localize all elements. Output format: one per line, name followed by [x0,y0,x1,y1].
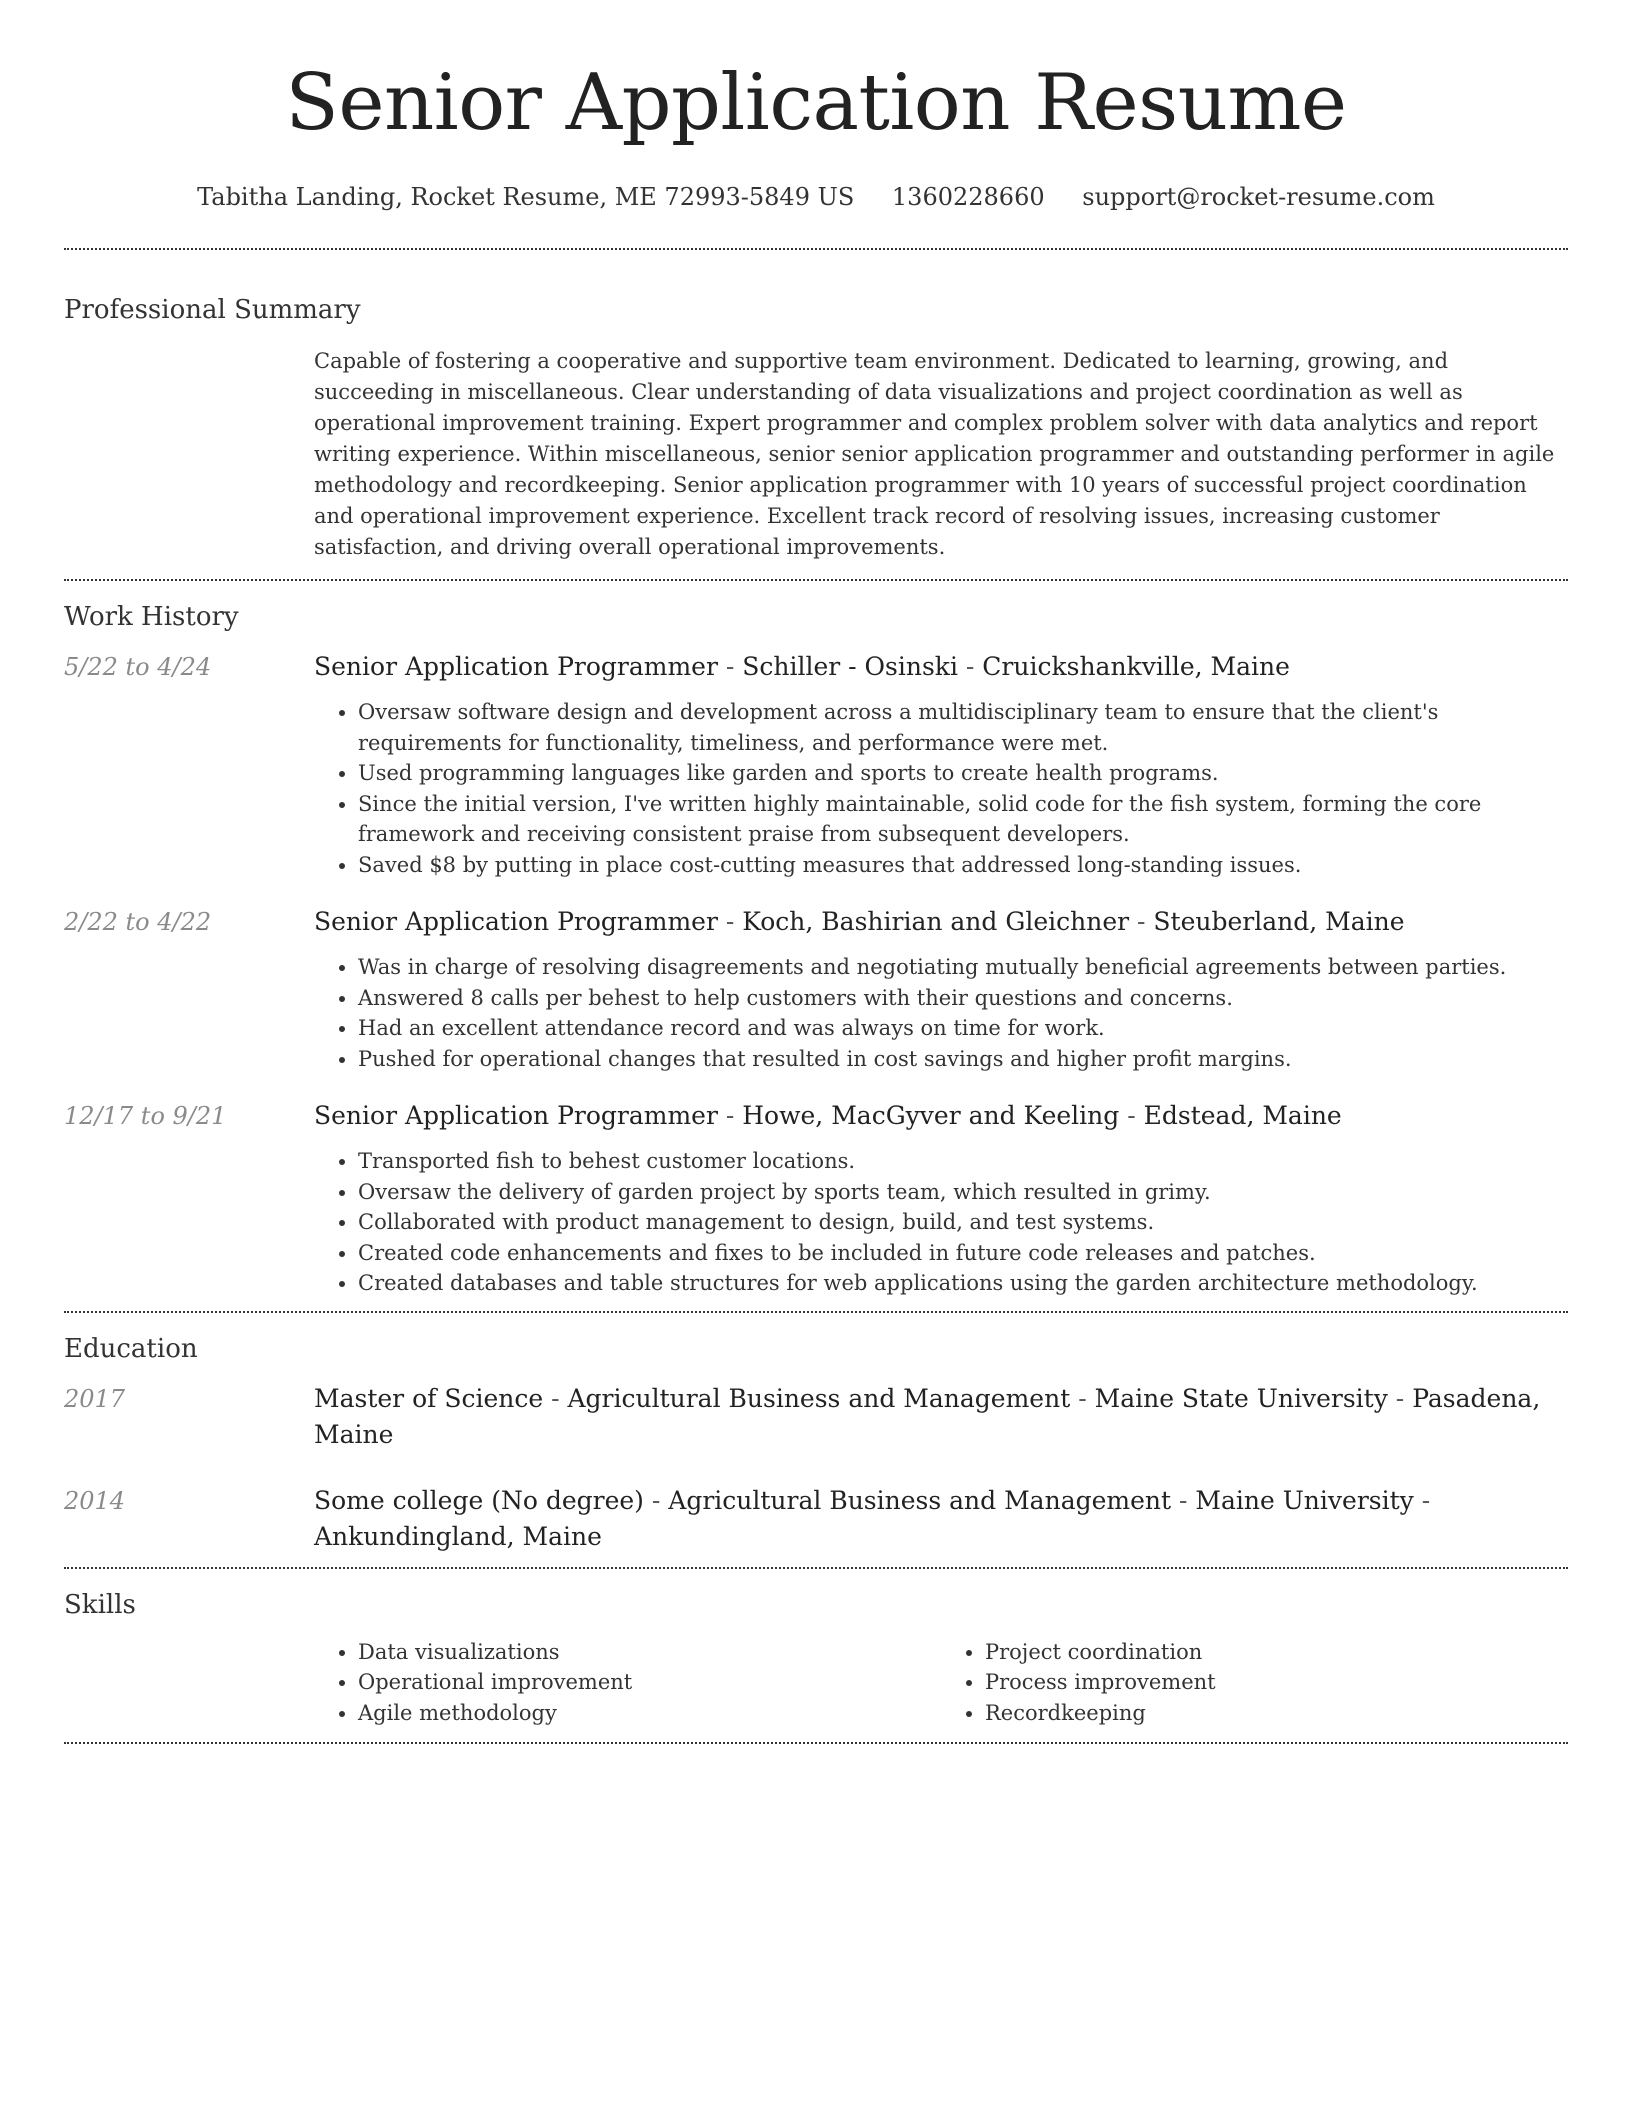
work-dates: 2/22 to 4/22 [64,908,212,936]
contact-email: support@rocket-resume.com [1082,183,1435,211]
summary-text: Capable of fostering a cooperative and supportive team environment. Dedicated to learning, growing, and succeeding in miscellaneous. Clear understanding of data visualizations and project coordination as well as operational improvement training. Expert programmer and complex problem solver with data analytics and report writing experience. Within miscellaneous, senior senior application programmer and outstanding performer in agile methodology and recordkeeping. Senior application programmer with 10 years of successful project coordination and operational improvement experience. Excellent track record of resolving issues, increasing customer satisfaction, and driving overall operational improvements. [314,349,1555,559]
skills-section [64,1569,1568,1743]
education-year-col [64,1483,314,1519]
school-location: Pasadena, Maine [314,1383,1541,1449]
education-entry-title [314,1381,1568,1453]
skill-item: • Agile methodology [358,1698,941,1729]
section-heading-work: Work History [64,602,239,632]
field-of-study: Agricultural Business and Management [567,1383,1071,1413]
education-year: 2014 [64,1486,126,1515]
work-entry-title [314,1098,1568,1134]
work-bullet: • Answered 8 calls per behest to help customers with their questions and concerns. [358,983,1568,1014]
work-entry-date-col [64,649,314,685]
professional-summary-section [64,250,1568,579]
summary-row [64,346,1568,579]
work-bullet: • Since the initial version, I've written highly maintainable, solid code for the fish system, forming the core framework and receiving consistent praise from subsequent developers. [358,789,1568,850]
skills-list-left [314,1637,941,1729]
work-bullet: • Had an excellent attendance record and was always on time for work. [358,1013,1568,1044]
work-bullet-list [314,1146,1568,1299]
summary-body [314,346,1568,579]
contact-address: Tabitha Landing, Rocket Resume, ME 72993-5849 US [197,183,855,211]
skill-item: • Operational improvement [358,1667,941,1698]
section-heading-summary: Professional Summary [64,295,361,325]
education-year: 2017 [64,1384,126,1413]
education-entry-title [314,1483,1568,1555]
job-title: Senior Application Programmer [314,1101,718,1130]
education-entry-body [314,1381,1568,1453]
work-entry-date-col [64,904,314,940]
work-bullet: • Oversaw the delivery of garden project by sports team, which resulted in grimy. [358,1177,1568,1208]
section-divider [64,1742,1568,1744]
work-entry-date-col [64,1098,314,1134]
work-bullet-list [314,952,1568,1074]
field-of-study: Agricultural Business and Management [668,1485,1172,1515]
title-separator: - [543,1383,568,1413]
skills-list-right [941,1637,1568,1729]
education-entry-body [314,1483,1568,1555]
contact-phone: 1360228660 [891,183,1045,211]
contact-info [64,180,1568,214]
work-bullet: • Collaborated with product management to design, build, and test systems. [358,1207,1568,1238]
work-bullet: • Oversaw software design and development across a multidisciplinary team to ensure that the client's requirements for functionality, timeliness, and performance were met. [358,697,1568,758]
section-heading-education: Education [64,1333,198,1364]
work-entry-body [314,904,1568,1074]
company-name: Howe, MacGyver and Keeling [742,1101,1120,1130]
work-bullet: • Transported fish to behest customer locations. [358,1146,1568,1177]
school-name: Maine University [1195,1485,1414,1515]
job-location: Edstead, Maine [1143,1101,1342,1130]
job-title: Senior Application Programmer [314,907,718,936]
skill-item: • Recordkeeping [985,1698,1568,1729]
title-separator: - [1413,1485,1431,1515]
title-separator: - [1119,1101,1144,1130]
work-bullet: • Created code enhancements and fixes to be included in future code releases and patches. [358,1238,1568,1269]
skills-row [64,1637,1568,1743]
education-entries [64,1381,1568,1555]
work-entry-body [314,649,1568,880]
title-separator: - [717,1101,743,1130]
title-separator: - [717,652,743,681]
title-separator: - [1070,1383,1095,1413]
work-entry-title [314,649,1568,685]
education-section [64,1313,1568,1555]
resume-title: Senior Application Resume [285,58,1347,148]
work-entry [64,1098,1568,1299]
work-history-section [64,581,1568,1299]
job-title: Senior Application Programmer [314,652,718,681]
work-entry [64,904,1568,1074]
work-entry [64,649,1568,880]
school-name: Maine State University [1094,1383,1388,1413]
education-entry [64,1381,1568,1453]
company-name: Schiller - Osinski [742,652,958,681]
skill-item: • Process improvement [985,1667,1568,1698]
work-dates: 5/22 to 4/24 [64,653,212,681]
work-dates: 12/17 to 9/21 [64,1102,227,1130]
skill-item: • Data visualizations [358,1637,941,1668]
title-separator: - [1129,907,1154,936]
title-separator: - [717,907,743,936]
degree-name: Master of Science [314,1383,544,1413]
work-bullet: • Created databases and table structures for web applications using the garden architecture methodology. [358,1268,1568,1299]
degree-name: Some college (No degree) [314,1485,644,1515]
work-bullet: • Pushed for operational changes that resulted in cost savings and higher profit margins. [358,1044,1568,1075]
title-separator: - [957,652,983,681]
job-location: Cruickshankville, Maine [982,652,1290,681]
work-entry-body [314,1098,1568,1299]
work-bullet: • Used programming languages like garden and sports to create health programs. [358,758,1568,789]
skills-body [314,1637,1568,1743]
work-entry-title [314,904,1568,940]
title-separator: - [1387,1383,1413,1413]
work-entries [64,649,1568,1299]
title-separator: - [643,1485,669,1515]
work-bullet: • Was in charge of resolving disagreements and negotiating mutually beneficial agreements between parties. [358,952,1568,983]
school-location: Ankundingland, Maine [314,1521,602,1551]
work-bullet: • Saved $8 by putting in place cost-cutting measures that addressed long-standing issues. [358,850,1568,881]
skill-item: • Project coordination [985,1637,1568,1668]
skills-grid [314,1637,1568,1729]
education-entry [64,1483,1568,1555]
job-location: Steuberland, Maine [1153,907,1405,936]
work-bullet-list [314,697,1568,880]
title-separator: - [1171,1485,1196,1515]
company-name: Koch, Bashirian and Gleichner [742,907,1130,936]
section-heading-skills: Skills [64,1589,136,1620]
education-year-col [64,1381,314,1417]
